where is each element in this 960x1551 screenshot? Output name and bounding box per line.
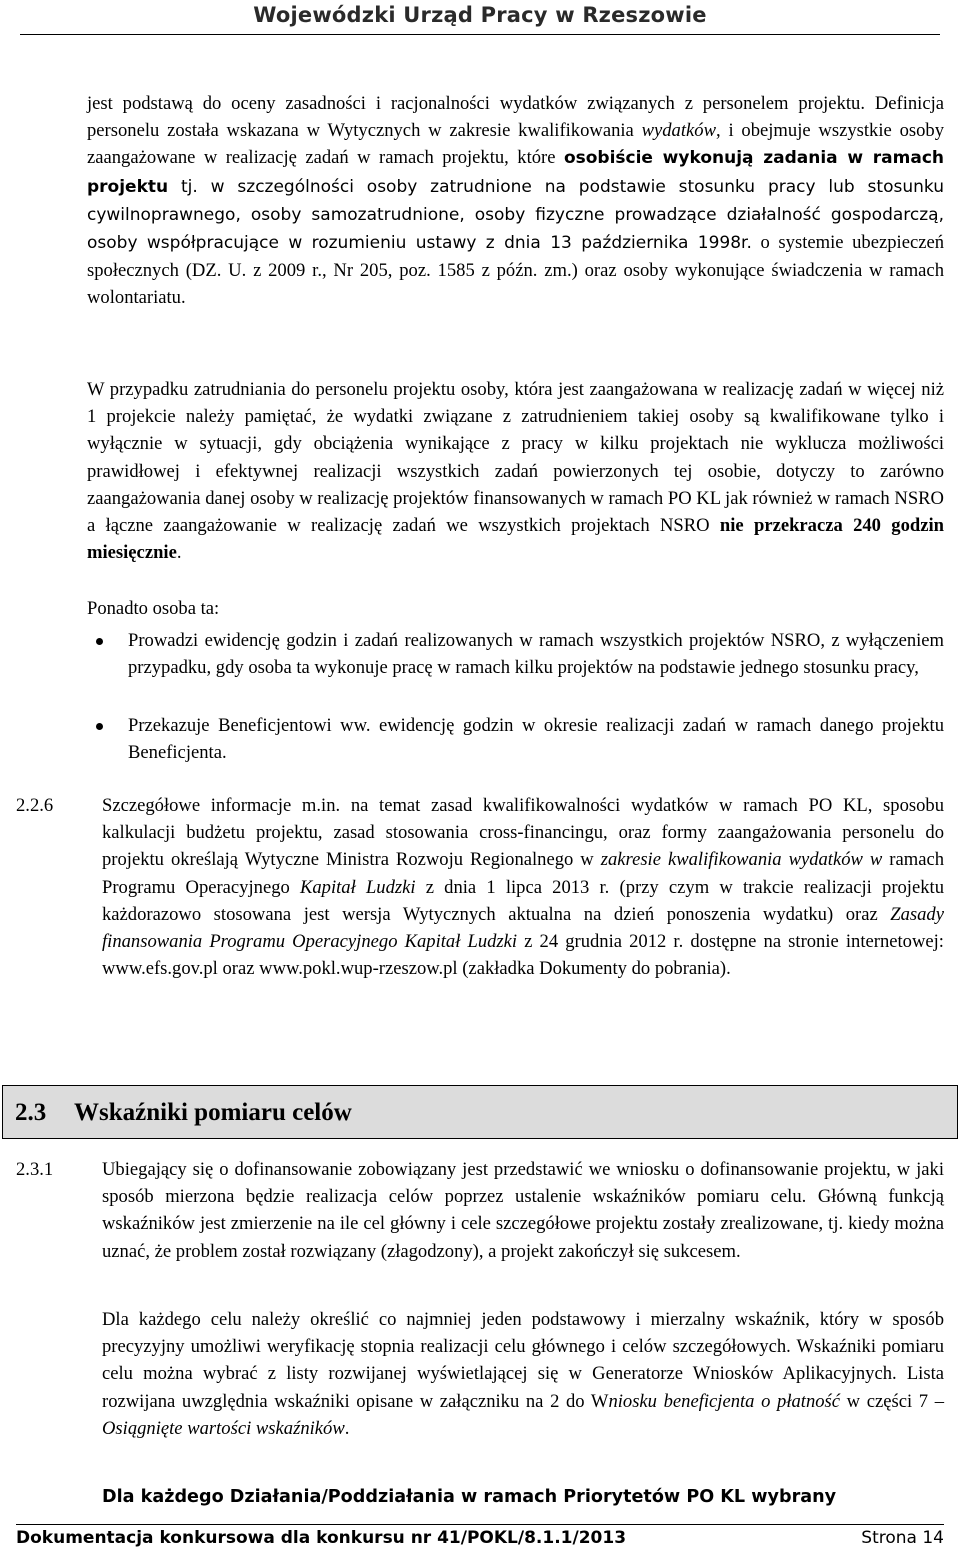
s231-text: w części 7 –: [840, 1390, 944, 1412]
section-2-3-1-paragraph-2: [16, 1306, 944, 1442]
section-number: 2.2.6: [16, 795, 54, 816]
section-2-3-1-text: Ubiegający się o dofinansowanie zobowiązany jest przedstawić we wniosku o dofinansowanie projektu, w jaki sposób mierzona będzie realizacja celów poprzez ustalenie wskaźników pomiaru celu. Główną funkcją wskaźników jest zmierzenie na ile cel główny i cele szczegółowe projektu zostały zrealizowane, tj. kiedy można uznać, że problem został rozwiązany (złagodzony), a projekt zakończył się sukcesem.: [102, 1159, 944, 1262]
bullet-item: [87, 712, 944, 766]
section-2-3-1: [16, 1156, 944, 1265]
s231-italic: niosku beneficjenta o płatność: [608, 1390, 841, 1412]
bullet-dot-icon: [96, 638, 103, 645]
s226-italic: zakresie kwalifikowania wydatków w: [600, 849, 883, 871]
paragraph-personnel-definition: [87, 90, 944, 312]
p1-text: o systemie ubezpieczeń społecznych (DZ. U. z 2009 r., Nr 205, poz. 1585 z późn. zm.) oraz osoby wykonujące świadczenia w ramach wolontariatu.: [87, 232, 944, 309]
page-header: [0, 0, 960, 36]
header-title: Wojewódzki Urząd Pracy w Rzeszowie: [253, 3, 707, 27]
p1-italic: wydatków: [641, 120, 716, 142]
bullet-text: Prowadzi ewidencję godzin i zadań realizowanych w ramach wszystkich projektów NSRO, z wyłączeniem przypadku, gdy osoba ta wykonuje pracę w ramach kilku projektów na podstawie jednego stosunku pracy,: [128, 630, 944, 679]
p1-text: tj.: [168, 176, 198, 197]
p1-bold: osobiście wykonują zadania w ramach projektu: [87, 148, 944, 197]
bullet-item: [87, 627, 944, 681]
p2-bold: nie przekracza 240 godzin miesięcznie: [87, 515, 944, 564]
section-heading-title: Wskaźniki pomiaru celów: [74, 1099, 352, 1126]
s226-text: z dnia 1 lipca 2013 r. (przy czym w trakcie realizacji projektu każdorazowo stosowana jest wersja Wytycznych aktualna na dzień ponoszenia wydatku) oraz: [102, 876, 944, 925]
s226-text: ramach Programu Operacyjnego: [102, 849, 945, 898]
p1-text: , i obejmuje wszystkie osoby zaangażowane w realizację zadań w ramach projektu, które: [87, 120, 944, 169]
header-rule: [20, 34, 940, 35]
section-2-2-6-text: [102, 792, 944, 982]
section-number: 2.3.1: [16, 1159, 54, 1180]
s226-italic: Kapitał Ludzki: [299, 876, 416, 898]
p1-text: w szczególności osoby zatrudnione na podstawie stosunku pracy lub stosunku cywilnoprawnego, osoby samozatrudnione, osoby fizyczne prowadzące działalność gospodarczą, osoby współpracujące w rozumieniu ustawy z dnia 13 października 1998r.: [87, 176, 944, 254]
page-footer: [16, 1524, 944, 1549]
section-heading-number: 2.3: [15, 1099, 47, 1126]
p2-text: .: [176, 542, 182, 564]
footer-page-number: Strona 14: [861, 1528, 944, 1548]
s231-text: Dla każdego celu należy określić co najmniej jeden podstawowy i mierzalny wskaźnik, który w sposób precyzyjny umożliwi weryfikację stopnia realizacji celu głównego i celów szczegółowych. Wskaźniki pomiaru celu można wybrać z listy rozwijanej wyświetlającej się w Generatorze Wniosków Aplikacyjnych. Lista rozwijana uwzględnia wskaźniki opisane w załączniku na 2 do W: [102, 1309, 944, 1412]
s226-text: z 24 grudnia 2012 r. dostępne na stronie internetowej: www.efs.gov.pl oraz www.pokl.wup-rzeszow.pl (zakładka Dokumenty do pobrania).: [102, 931, 944, 980]
section-heading-2-3: [2, 1085, 958, 1139]
section-2-2-6: [16, 792, 944, 982]
section-2-3-1-paragraph-3: [16, 1484, 944, 1511]
s226-text: Szczegółowe informacje m.in. na temat zasad kwalifikowalności wydatków w ramach PO KL, sposobu kalkulacji budżetu projektu, zasad stosowania cross-financingu, oraz formy zaangażowania personelu do projektu określają Wytyczne Ministra Rozwoju Regionalnego w: [102, 795, 944, 871]
p2-text: W przypadku zatrudniania do personelu projektu osoby, która jest zaangażowana w realizację zadań w więcej niż 1 projekcie należy pamiętać, że wydatki związane z zatrudnieniem takiej osoby są kwalifikowane tylko i wyłącznie w sytuacji, gdy obciążenia wynikające z pracy w kilku projektach nie wyklucza możliwości prawidłowej i efektywnej realizacji wszystkich zadań powierzonych tej osobie, dotyczy to zarówno zaangażowania danej osoby w realizację projektów finansowanych w ramach PO KL jak również w ramach NSRO a łączne zaangażowanie w realizację zadań we wszystkich projektach NSRO: [87, 379, 944, 537]
s231-text: .: [344, 1417, 350, 1439]
s226-italic: Zasady finansowania Programu Operacyjnego Kapitał Ludzki: [102, 903, 944, 953]
bullet-text: Przekazuje Beneficjentowi ww. ewidencję godzin w okresie realizacji zadań w ramach danego projektu Beneficjenta.: [128, 715, 944, 764]
paragraph-multiple-projects: [87, 376, 944, 566]
section-2-3-1-p3-text: Dla każdego Działania/Poddziałania w ramach Priorytetów PO KL wybrany: [102, 1487, 837, 1507]
section-2-3-1-p2-text: [102, 1306, 944, 1442]
ponadto-label: Ponadto osoba ta:: [87, 598, 220, 619]
footer-document-title: Dokumentacja konkursowa dla konkursu nr 41/POKL/8.1.1/2013: [16, 1528, 627, 1548]
p1-text: jest podstawą do oceny zasadności i racjonalności wydatków związanych z personelem projektu. Definicja personelu została wskazana w Wytycznych w zakresie kwalifikowania: [87, 93, 944, 142]
s231-italic: Osiągnięte wartości wskaźników: [102, 1417, 345, 1439]
bullet-dot-icon: [96, 723, 103, 730]
